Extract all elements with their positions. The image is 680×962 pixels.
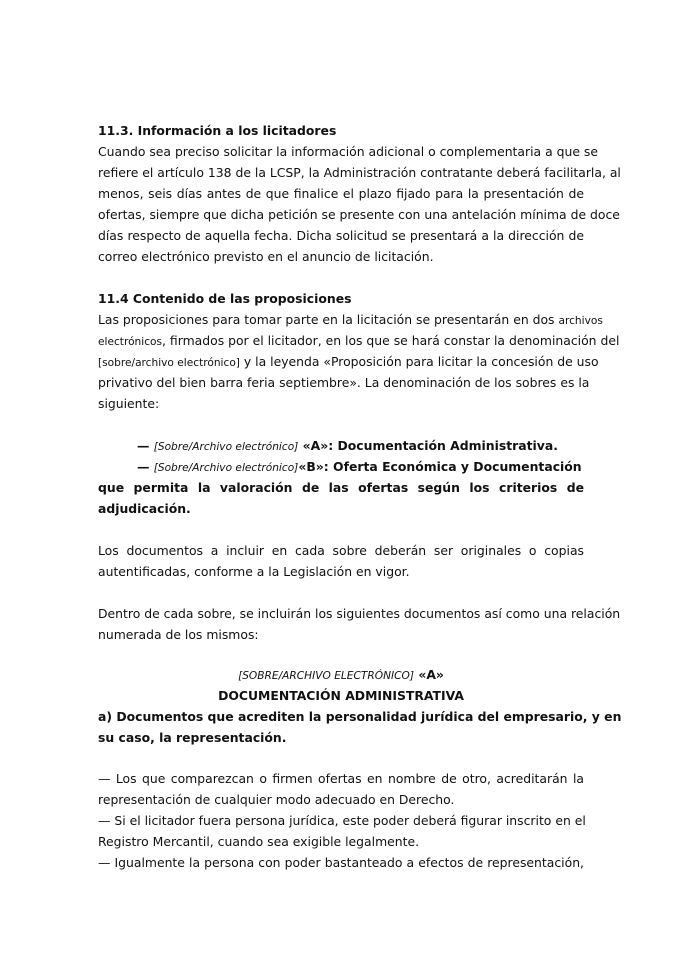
paragraph-line: menos, seis días antes de que finalice el plazo fijado para la presentación de (98, 186, 584, 201)
paragraph-line: Cuando sea preciso solicitar la información adicional o complementaria a que se (98, 144, 598, 159)
paragraph-line: Las proposiciones para tomar parte en la licitación se presentarán en dos archivos (98, 312, 603, 327)
list-item: — Igualmente la persona con poder bastanteado a efectos de representación, (98, 855, 584, 870)
envelope-a-title: [SOBRE/ARCHIVO ELECTRÓNICO] «A» (238, 667, 444, 682)
envelope-item-b-line: adjudicación. (98, 501, 191, 516)
paragraph-line: numerada de los mismos: (98, 627, 259, 642)
subheading-line: su caso, la representación. (98, 730, 287, 745)
subheading-line: a) Documentos que acrediten la personalidad jurídica del empresario, y en (98, 709, 622, 724)
paragraph-line: ofertas, siempre que dicha petición se presente con una antelación mínima de doce (98, 207, 620, 222)
paragraph-line: Dentro de cada sobre, se incluirán los siguientes documentos así como una relación (98, 606, 621, 621)
list-item: representación de cualquier modo adecuado en Derecho. (98, 792, 455, 807)
envelope-item-a: — [Sobre/Archivo electrónico] «A»: Documentación Administrativa. (137, 438, 558, 453)
paragraph-line: refiere el artículo 138 de la LCSP, la Administración contratante deberá facilitarla, al (98, 165, 621, 180)
paragraph-line: siguiente: (98, 396, 160, 411)
envelope-item-b: — [Sobre/Archivo electrónico]«B»: Oferta Económica y Documentación (137, 459, 582, 474)
paragraph-line: [sobre/archivo electrónico] y la leyenda «Proposición para licitar la concesión de uso (98, 354, 599, 369)
section-heading-11-3: 11.3. Información a los licitadores (98, 123, 337, 138)
paragraph-line: Los documentos a incluir en cada sobre deberán ser originales o copias (98, 543, 584, 558)
envelope-a-subtitle: DOCUMENTACIÓN ADMINISTRATIVA (218, 688, 464, 703)
paragraph-line: autentificadas, conforme a la Legislación en vigor. (98, 564, 410, 579)
paragraph-line: electrónicos, firmados por el licitador, en los que se hará constar la denominación del (98, 333, 620, 348)
list-item: Registro Mercantil, cuando sea exigible legalmente. (98, 834, 420, 849)
section-heading-11-4: 11.4 Contenido de las proposiciones (98, 291, 352, 306)
envelope-item-b-line: que permita la valoración de las ofertas según los criterios de (98, 480, 584, 495)
paragraph-line: privativo del bien barra feria septiembre». La denominación de los sobres es la (98, 375, 590, 390)
paragraph-line: días respecto de aquella fecha. Dicha solicitud se presentará a la dirección de (98, 228, 584, 243)
list-item: — Si el licitador fuera persona jurídica, este poder deberá figurar inscrito en el (98, 813, 586, 828)
paragraph-line: correo electrónico previsto en el anuncio de licitación. (98, 249, 434, 264)
list-item: — Los que comparezcan o firmen ofertas en nombre de otro, acreditarán la (98, 771, 584, 786)
